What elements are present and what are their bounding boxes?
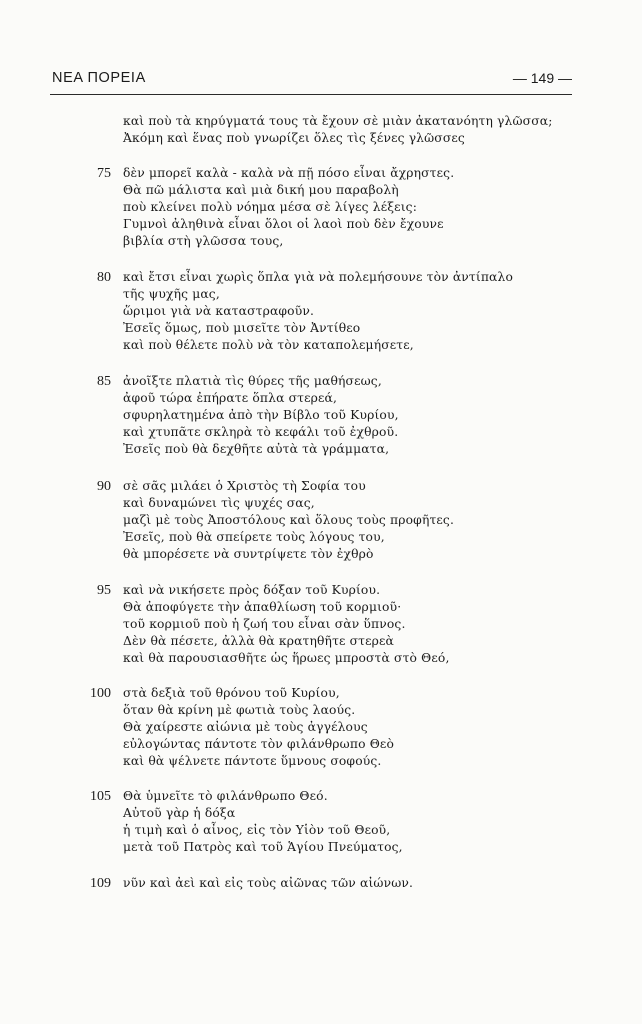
verse-line bbox=[0, 547, 642, 564]
verse-text: ἡ τιμὴ καὶ ὁ αἶνος, εἰς τὸν Υἱὸν τοῦ Θεοῦ, bbox=[123, 823, 391, 837]
verse-text: καὶ ποὺ θέλετε πολὺ νὰ τὸν καταπολεμήσετε, bbox=[123, 338, 414, 352]
verse-text: Θὰ χαίρεστε αἰώνια μὲ τοὺς ἀγγέλους bbox=[123, 720, 368, 734]
verse-line bbox=[0, 686, 642, 703]
verse-text: σφυρηλατημένα ἀπὸ τὴν Βίβλο τοῦ Κυρίου, bbox=[123, 408, 399, 422]
verse-line bbox=[0, 374, 642, 391]
verse-text: καὶ θὰ παρουσιασθῆτε ὡς ἥρωες μπροστὰ στὸ Θεό, bbox=[123, 651, 450, 665]
verse-line bbox=[0, 600, 642, 617]
verse-text: Ἀκόμη καὶ ἕνας ποὺ γνωρίζει ὅλες τὶς ξένες γλῶσσες bbox=[123, 131, 465, 145]
verse-text: Ἐσεῖς ὅμως, ποὺ μισεῖτε τὸν Ἀντίθεο bbox=[123, 321, 361, 335]
verse-line bbox=[0, 876, 642, 893]
verse-text: Θὰ ἀποφύγετε τὴν ἀπαθλίωση τοῦ κορμιοῦ· bbox=[123, 600, 402, 614]
verse-text: σὲ σᾶς μιλάει ὁ Χριστὸς τὴ Σοφία του bbox=[123, 479, 366, 493]
verse-line bbox=[0, 840, 642, 857]
line-number: 75 bbox=[97, 166, 111, 181]
verse-line bbox=[0, 583, 642, 600]
verse-text: Θὰ ὑμνεῖτε τὸ φιλάνθρωπο Θεό. bbox=[123, 789, 328, 803]
verse-text: καὶ δυναμώνει τὶς ψυχές σας, bbox=[123, 496, 315, 510]
verse-text: θὰ μπορέσετε νὰ συντρίψετε τὸν ἐχθρὸ bbox=[123, 547, 374, 561]
verse-line bbox=[0, 496, 642, 513]
verse-line bbox=[0, 217, 642, 234]
verse-text: μετὰ τοῦ Πατρὸς καὶ τοῦ Ἁγίου Πνεύματος, bbox=[123, 840, 403, 854]
line-number: 90 bbox=[97, 479, 111, 494]
verse-text: στὰ δεξιὰ τοῦ θρόνου τοῦ Κυρίου, bbox=[123, 686, 340, 700]
verse-line bbox=[0, 442, 642, 459]
verse-text: τοῦ κορμιοῦ ποὺ ἡ ζωή του εἶναι σὰν ὕπνος. bbox=[123, 617, 406, 631]
verse-text: καὶ ἔτσι εἶναι χωρὶς ὅπλα γιὰ νὰ πολεμήσουνε τὸν ἀντίπαλο bbox=[123, 270, 513, 284]
verse-text: νῦν καὶ ἀεὶ καὶ εἰς τοὺς αἰῶνας τῶν αἰώνων. bbox=[123, 876, 414, 890]
verse-line bbox=[0, 287, 642, 304]
verse-line bbox=[0, 823, 642, 840]
verse-text: δὲν μπορεῖ καλὰ - καλὰ νὰ πῇ πόσο εἶναι ἄχρηστες. bbox=[123, 166, 455, 180]
verse-text: τῆς ψυχῆς μας, bbox=[123, 287, 220, 301]
verse-text: ποὺ κλείνει πολὺ νόημα μέσα σὲ λίγες λέξεις: bbox=[123, 200, 417, 214]
journal-title: ΝΕΑ ΠΟΡΕΙΑ bbox=[52, 70, 146, 86]
header-rule bbox=[50, 94, 572, 95]
page-number: — 149 — bbox=[512, 70, 572, 86]
verse-text: καὶ ποὺ τὰ κηρύγματά τους τὰ ἔχουν σὲ μιὰν ἀκατανόητη γλῶσσα; bbox=[123, 114, 553, 128]
verse-text: μαζὶ μὲ τοὺς Ἀποστόλους καὶ ὅλους τοὺς προφῆτες. bbox=[123, 513, 455, 527]
line-number: 105 bbox=[90, 789, 111, 804]
verse-line bbox=[0, 391, 642, 408]
verse-line bbox=[0, 720, 642, 737]
verse-line bbox=[0, 234, 642, 251]
verse-line bbox=[0, 617, 642, 634]
verse-text: Θὰ πῶ μάλιστα καὶ μιὰ δική μου παραβολὴ bbox=[123, 183, 399, 197]
verse-text: Γυμνοὶ ἀληθινὰ εἶναι ὅλοι οἱ λαοὶ ποὺ δὲν ἔχουνε bbox=[123, 217, 444, 231]
verse-text: καὶ νὰ νικήσετε πρὸς δόξαν τοῦ Κυρίου. bbox=[123, 583, 381, 597]
verse-line bbox=[0, 200, 642, 217]
verse-line bbox=[0, 183, 642, 200]
verse-text: ὥριμοι γιὰ νὰ καταστραφοῦν. bbox=[123, 304, 315, 318]
verse-line bbox=[0, 737, 642, 754]
line-number: 80 bbox=[97, 270, 111, 285]
verse-line bbox=[0, 530, 642, 547]
verse-line bbox=[0, 634, 642, 651]
verse-line bbox=[0, 425, 642, 442]
verse-text: καὶ χτυπᾶτε σκληρὰ τὸ κεφάλι τοῦ ἐχθροῦ. bbox=[123, 425, 399, 439]
line-number: 85 bbox=[97, 374, 111, 389]
verse-text: βιβλία στὴ γλῶσσα τους, bbox=[123, 234, 284, 248]
verse-line bbox=[0, 408, 642, 425]
verse-line bbox=[0, 789, 642, 806]
verse-line bbox=[0, 703, 642, 720]
verse-line bbox=[0, 166, 642, 183]
verse-text: εὐλογώντας πάντοτε τὸν φιλάνθρωπο Θεὸ bbox=[123, 737, 395, 751]
verse-line bbox=[0, 114, 642, 131]
line-number: 109 bbox=[90, 876, 111, 891]
verse-line bbox=[0, 651, 642, 668]
verse-line bbox=[0, 513, 642, 530]
verse-line bbox=[0, 479, 642, 496]
verse-text: Ἐσεῖς ποὺ θὰ δεχθῆτε αὐτὰ τὰ γράμματα, bbox=[123, 442, 390, 456]
verse-text: ἀφοῦ τώρα ἐπήρατε ὅπλα στερεά, bbox=[123, 391, 338, 405]
verse-text: Δὲν θὰ πέσετε, ἀλλὰ θὰ κρατηθῆτε στερεὰ bbox=[123, 634, 394, 648]
line-number: 100 bbox=[90, 686, 111, 701]
verse-text: ὅταν θὰ κρίνη μὲ φωτιὰ τοὺς λαούς. bbox=[123, 703, 356, 717]
line-number: 95 bbox=[97, 583, 111, 598]
verse-line bbox=[0, 270, 642, 287]
verse-line bbox=[0, 806, 642, 823]
running-header bbox=[52, 70, 572, 90]
verse-line bbox=[0, 131, 642, 148]
verse-line bbox=[0, 338, 642, 355]
verse-text: Αὐτοῦ γὰρ ἡ δόξα bbox=[123, 806, 236, 820]
verse-line bbox=[0, 304, 642, 321]
verse-text: Ἐσεῖς, ποὺ θὰ σπείρετε τοὺς λόγους του, bbox=[123, 530, 385, 544]
verse-line bbox=[0, 754, 642, 771]
verse-text: καὶ θὰ ψέλνετε πάντοτε ὕμνους σοφούς. bbox=[123, 754, 382, 768]
verse-text: ἀνοῖξτε πλατιὰ τὶς θύρες τῆς μαθήσεως, bbox=[123, 374, 382, 388]
verse-line bbox=[0, 321, 642, 338]
